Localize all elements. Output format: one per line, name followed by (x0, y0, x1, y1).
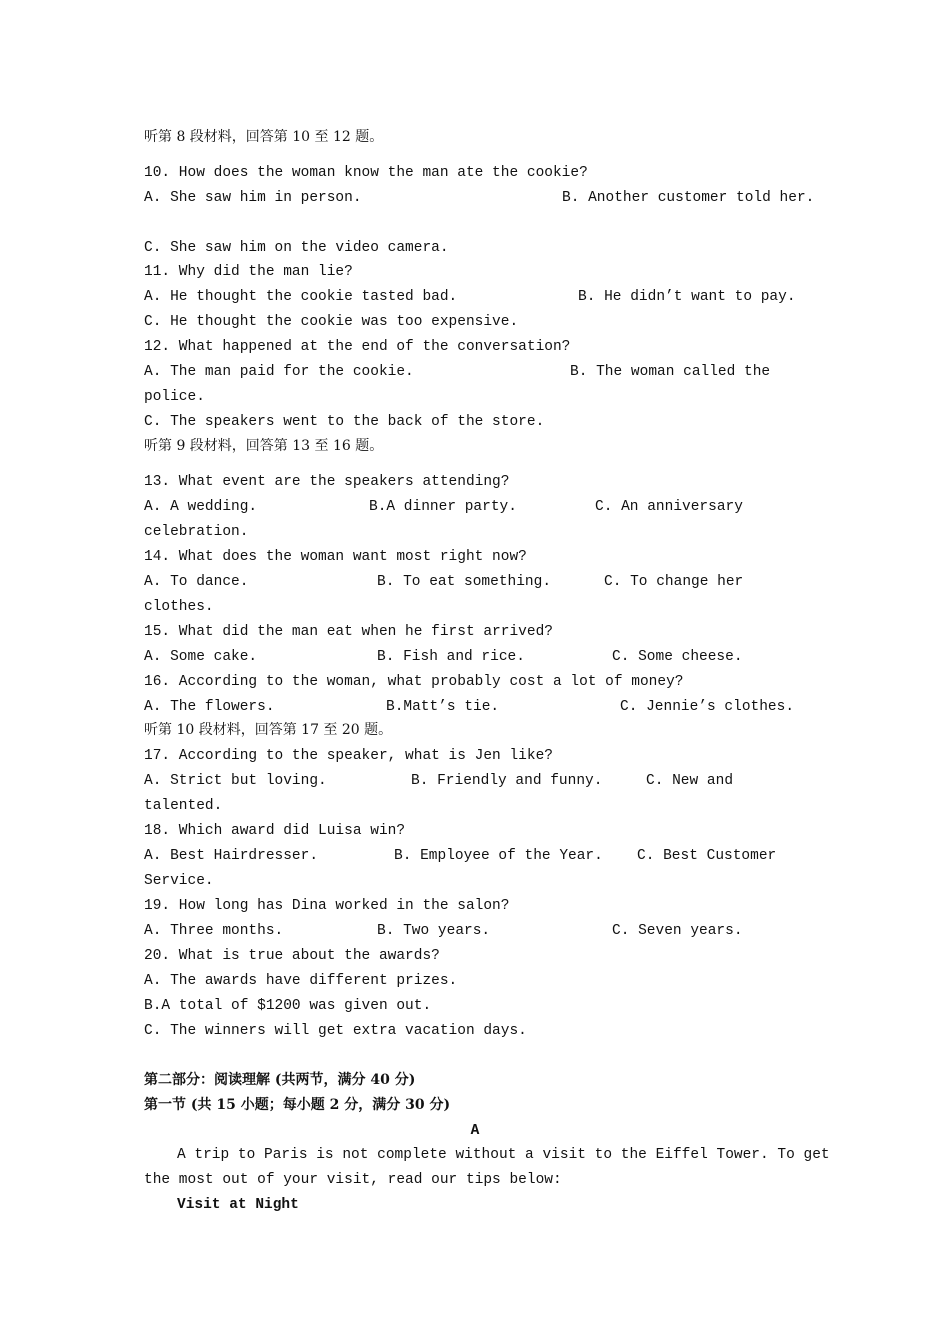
option-20c: C. The winners will get extra vacation days. (144, 1023, 527, 1039)
option-18c: C. Best Customer (637, 848, 777, 864)
option-11a: A. He thought the cookie tasted bad. (144, 289, 458, 305)
section-one-heading: 第一节 (共 15 小题；每小题 2 分，满分 30 分) (144, 1097, 451, 1113)
option-18a: A. Best Hairdresser. (144, 848, 319, 864)
question-18: 18. Which award did Luisa win? (144, 823, 406, 839)
option-10b: B. Another customer told her. (562, 190, 815, 206)
question-10: 10. How does the woman know the man ate the cookie? (144, 165, 588, 181)
option-18c-continued: Service. (144, 873, 214, 889)
option-19b: B. Two years. (377, 923, 491, 939)
option-15c: C. Some cheese. (612, 649, 743, 665)
option-20b: B.A total of $1200 was given out. (144, 998, 432, 1014)
passage-line-1: A trip to Paris is not complete without a visit to the Eiffel Tower. To get (177, 1147, 830, 1163)
option-13a: A. A wedding. (144, 499, 258, 515)
question-15: 15. What did the man eat when he first arrived? (144, 624, 553, 640)
question-17: 17. According to the speaker, what is Jen like? (144, 748, 553, 764)
option-15a: A. Some cake. (144, 649, 258, 665)
option-14a: A. To dance. (144, 574, 249, 590)
question-14: 14. What does the woman want most right now? (144, 549, 527, 565)
option-11c: C. He thought the cookie was too expensive. (144, 314, 519, 330)
option-16c: C. Jennie’s clothes. (620, 699, 795, 715)
option-17a: A. Strict but loving. (144, 773, 327, 789)
option-17c: C. New and (646, 773, 734, 789)
option-13c-continued: celebration. (144, 524, 249, 540)
option-11b: B. He didn’t want to pay. (578, 289, 796, 305)
section-instruction-8: 听第 8 段材料，回答第 10 至 12 题。 (144, 129, 384, 145)
option-17b: B. Friendly and funny. (411, 773, 603, 789)
option-15b: B. Fish and rice. (377, 649, 525, 665)
option-20a: A. The awards have different prizes. (144, 973, 458, 989)
option-14c: C. To change her (604, 574, 744, 590)
section-instruction-10: 听第 10 段材料，回答第 17 至 20 题。 (144, 722, 393, 738)
option-10c: C. She saw him on the video camera. (144, 240, 449, 256)
option-12c: C. The speakers went to the back of the store. (144, 414, 545, 430)
option-19c: C. Seven years. (612, 923, 743, 939)
question-16: 16. According to the woman, what probably cost a lot of money? (144, 674, 684, 690)
option-12b: B. The woman called the (570, 364, 771, 380)
option-16a: A. The flowers. (144, 699, 275, 715)
section-instruction-9: 听第 9 段材料，回答第 13 至 16 题。 (144, 438, 384, 454)
option-13c: C. An anniversary (595, 499, 743, 515)
question-12: 12. What happened at the end of the conversation? (144, 339, 571, 355)
part-two-heading: 第二部分：阅读理解 (共两节，满分 40 分) (144, 1072, 416, 1088)
option-13b: B.A dinner party. (369, 499, 517, 515)
passage-label-a: A (470, 1123, 480, 1139)
passage-subheading-visit-at-night: Visit at Night (177, 1197, 299, 1213)
option-12a: A. The man paid for the cookie. (144, 364, 414, 380)
question-13: 13. What event are the speakers attending? (144, 474, 510, 490)
option-14c-continued: clothes. (144, 599, 214, 615)
option-12b-continued: police. (144, 389, 205, 405)
question-19: 19. How long has Dina worked in the salon? (144, 898, 510, 914)
option-19a: A. Three months. (144, 923, 284, 939)
option-18b: B. Employee of the Year. (394, 848, 603, 864)
option-10a: A. She saw him in person. (144, 190, 362, 206)
passage-line-2: the most out of your visit, read our tips below: (144, 1172, 562, 1188)
question-11: 11. Why did the man lie? (144, 264, 353, 280)
question-20: 20. What is true about the awards? (144, 948, 440, 964)
option-16b: B.Matt’s tie. (386, 699, 500, 715)
option-14b: B. To eat something. (377, 574, 552, 590)
option-17c-continued: talented. (144, 798, 223, 814)
